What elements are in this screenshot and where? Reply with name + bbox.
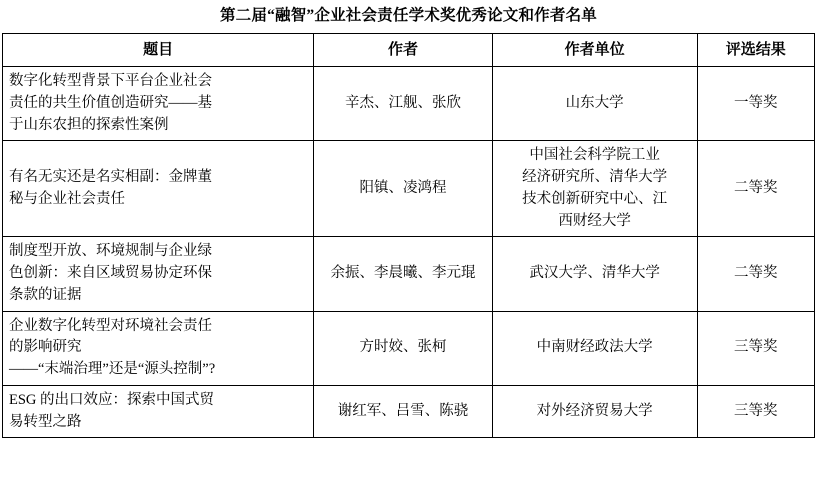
- cell-result: 二等奖: [697, 237, 814, 311]
- cell-result: 三等奖: [697, 311, 814, 385]
- cell-title: 有名无实还是名实相副：金牌董 秘与企业社会责任: [3, 141, 314, 237]
- table-row: [3, 237, 815, 311]
- cell-result: 三等奖: [697, 385, 814, 438]
- cell-title: 制度型开放、环境规制与企业绿 色创新：来自区域贸易协定环保 条款的证据: [3, 237, 314, 311]
- cell-title: ESG 的出口效应：探索中国式贸 易转型之路: [3, 385, 314, 438]
- cell-authors: 辛杰、江舰、张欣: [314, 67, 493, 141]
- cell-title: 数字化转型背景下平台企业社会 责任的共生价值创造研究——基 于山东农担的探索性案例: [3, 67, 314, 141]
- award-table: [2, 33, 815, 438]
- cell-authors: 谢红军、吕雪、陈骁: [314, 385, 493, 438]
- table-header-row: [3, 34, 815, 67]
- table-row: [3, 67, 815, 141]
- column-header-title: 题目: [3, 34, 314, 67]
- table-row: [3, 141, 815, 237]
- cell-authors: 方时姣、张柯: [314, 311, 493, 385]
- table-row: [3, 311, 815, 385]
- cell-org: 对外经济贸易大学: [492, 385, 697, 438]
- cell-org: 中南财经政法大学: [492, 311, 697, 385]
- column-header-authors: 作者: [314, 34, 493, 67]
- cell-result: 一等奖: [697, 67, 814, 141]
- table-row: [3, 385, 815, 438]
- cell-org: 山东大学: [492, 67, 697, 141]
- cell-authors: 余振、李晨曦、李元琨: [314, 237, 493, 311]
- cell-org: 中国社会科学院工业 经济研究所、清华大学 技术创新研究中心、江 西财经大学: [492, 141, 697, 237]
- column-header-result: 评选结果: [697, 34, 814, 67]
- column-header-org: 作者单位: [492, 34, 697, 67]
- page-title: 第二届“融智”企业社会责任学术奖优秀论文和作者名单: [219, 7, 597, 24]
- cell-authors: 阳镇、凌鸿程: [314, 141, 493, 237]
- cell-result: 二等奖: [697, 141, 814, 237]
- cell-title: 企业数字化转型对环境社会责任 的影响研究 ——“末端治理”还是“源头控制”?: [3, 311, 314, 385]
- cell-org: 武汉大学、清华大学: [492, 237, 697, 311]
